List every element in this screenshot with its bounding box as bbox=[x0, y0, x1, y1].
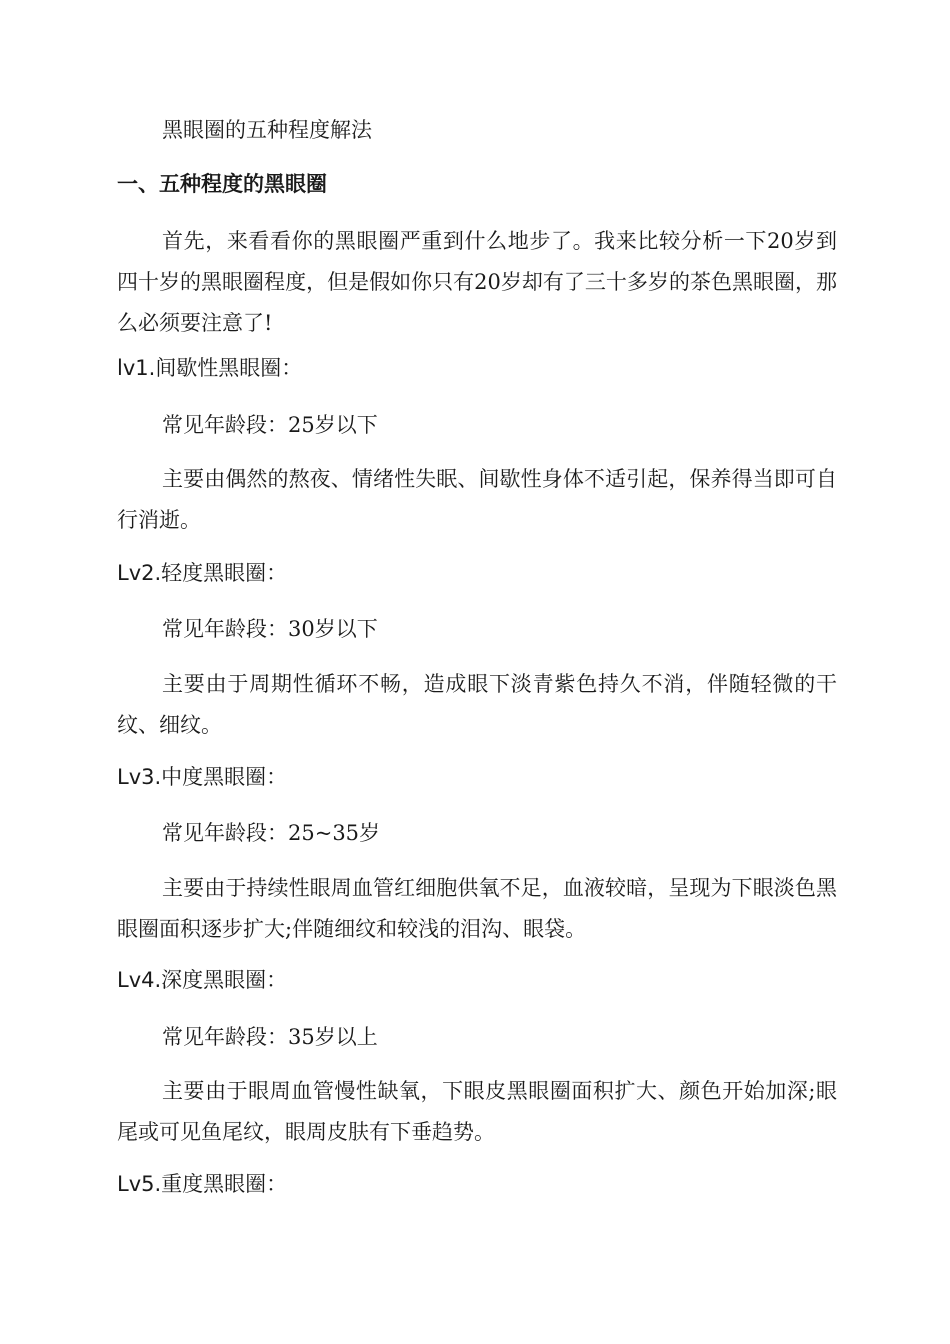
section-heading: 一、五种程度的黑眼圈 bbox=[117, 172, 327, 196]
level-name: 中度黑眼圈： bbox=[161, 765, 288, 789]
level-age-2: 常见年龄段：30岁以下 bbox=[162, 617, 378, 641]
level-prefix: Lv2. bbox=[117, 561, 162, 585]
level-age-1: 常见年龄段：25岁以下 bbox=[162, 413, 378, 437]
intro-paragraph: 首先，来看看你的黑眼圈严重到什么地步了。我来比较分析一下20岁到四十岁的黑眼圈程度，但是假如你只有20岁却有了三十多岁的茶色黑眼圈，那么必须要注意了! bbox=[117, 229, 837, 335]
level-desc-2: 主要由于周期性循环不畅，造成眼下淡青紫色持久不消，伴随轻微的干纹、细纹。 bbox=[117, 672, 837, 737]
level-prefix: Lv4. bbox=[117, 968, 162, 992]
level-heading-1 bbox=[117, 352, 837, 384]
level-name: 重度黑眼圈： bbox=[161, 1172, 288, 1196]
document-title: 黑眼圈的五种程度解法 bbox=[162, 118, 372, 142]
level-prefix: Lv3. bbox=[117, 765, 162, 789]
level-desc-1: 主要由偶然的熬夜、情绪性失眠、间歇性身体不适引起，保养得当即可自行消逝。 bbox=[117, 467, 837, 532]
level-desc-3: 主要由于持续性眼周血管红细胞供氧不足，血液较暗，呈现为下眼淡色黑眼圈面积逐步扩大;伴随细纹和较浅的泪沟、眼袋。 bbox=[117, 876, 837, 941]
level-age-3: 常见年龄段：25~35岁 bbox=[162, 821, 381, 845]
level-heading-4 bbox=[117, 964, 837, 996]
level-age-4: 常见年龄段：35岁以上 bbox=[162, 1025, 378, 1049]
level-prefix: Lv5. bbox=[117, 1172, 162, 1196]
level-heading-5 bbox=[117, 1168, 837, 1200]
level-prefix: lv1. bbox=[117, 356, 156, 380]
level-heading-2 bbox=[117, 557, 837, 589]
level-desc-4: 主要由于眼周血管慢性缺氧，下眼皮黑眼圈面积扩大、颜色开始加深;眼尾或可见鱼尾纹，眼周皮肤有下垂趋势。 bbox=[117, 1079, 837, 1144]
level-name: 深度黑眼圈： bbox=[161, 968, 288, 992]
level-name: 轻度黑眼圈： bbox=[161, 561, 288, 585]
level-heading-3 bbox=[117, 761, 837, 793]
level-name: 间歇性黑眼圈： bbox=[155, 356, 303, 380]
